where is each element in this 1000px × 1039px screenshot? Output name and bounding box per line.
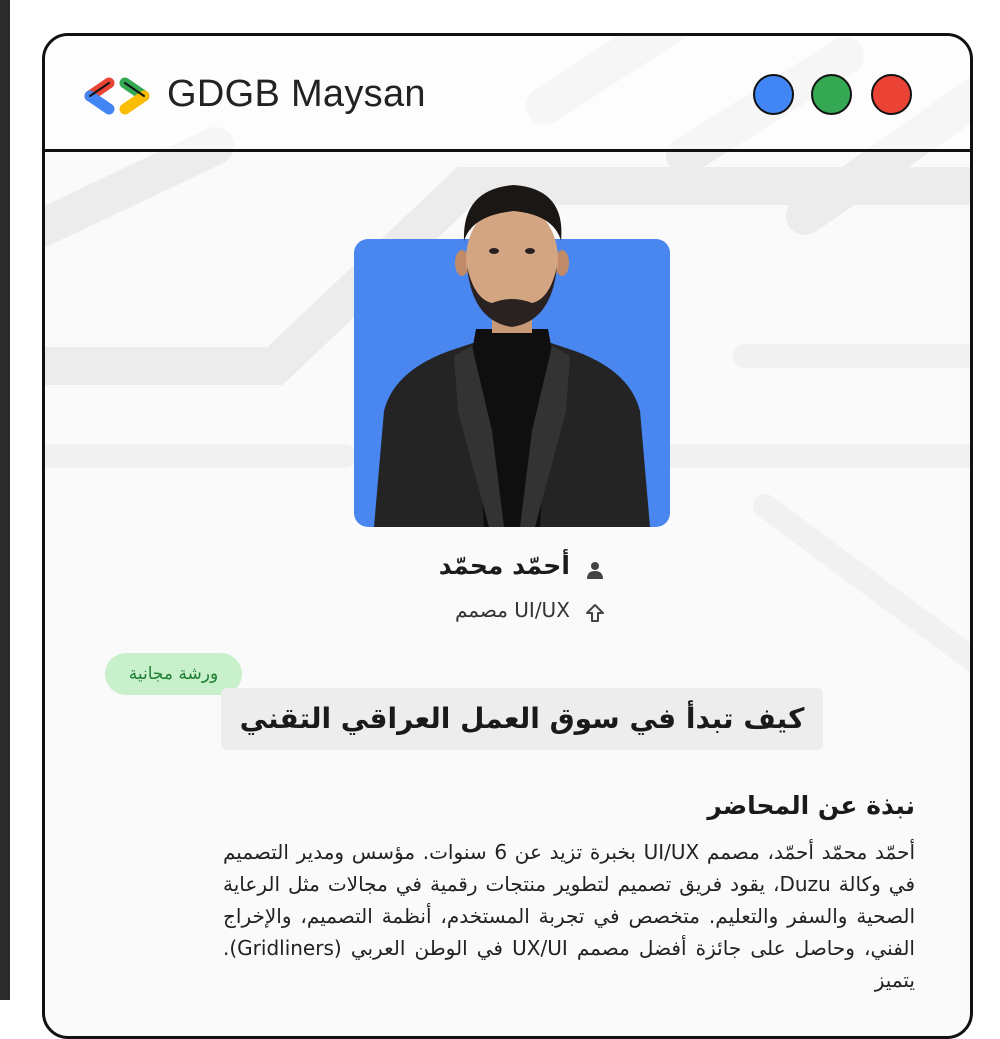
left-edge-strip [0, 0, 10, 1000]
window-dot-red[interactable] [871, 74, 912, 115]
speaker-photo [354, 181, 670, 527]
app-window [42, 33, 973, 1039]
speaker-role: UI/UX مصمم [454, 598, 570, 622]
window-dot-blue[interactable] [753, 74, 794, 115]
arrow-up-icon [585, 603, 605, 623]
gdg-logo-icon [81, 74, 153, 118]
person-icon [585, 560, 605, 580]
bio-text: أحمّد محمّد أحمّد، مصمم UI/UX بخبرة تزيد عن 6 سنوات. مؤسس ومدير التصميم في وكالة Duzu، يقود فريق تصميم لتطوير منتجات رقمية في مجالات مثل الرعاية الصحية والسفر والتعليم. متخصص في تجربة المستخدم، أنظمة التصميم، والإخراج الفني، وحاصل على جائزة أفضل مصمم UX/UI في الوطن العربي (Gridliners). يتميز [223, 840, 916, 992]
brand-name: GDGB Maysan [167, 73, 426, 115]
speaker-name-row [295, 548, 605, 584]
event-title-box [221, 688, 823, 750]
free-workshop-badge: ورشة مجانية [105, 653, 242, 695]
window-dot-green[interactable] [811, 74, 852, 115]
speaker-name: أحمّد محمّد [438, 551, 570, 580]
window-header [45, 36, 970, 152]
bio-heading: نبذة عن المحاضر [707, 791, 915, 820]
event-title: كيف تبدأ في سوق العمل العراقي التقني [239, 702, 805, 735]
speaker-role-row [295, 593, 605, 627]
